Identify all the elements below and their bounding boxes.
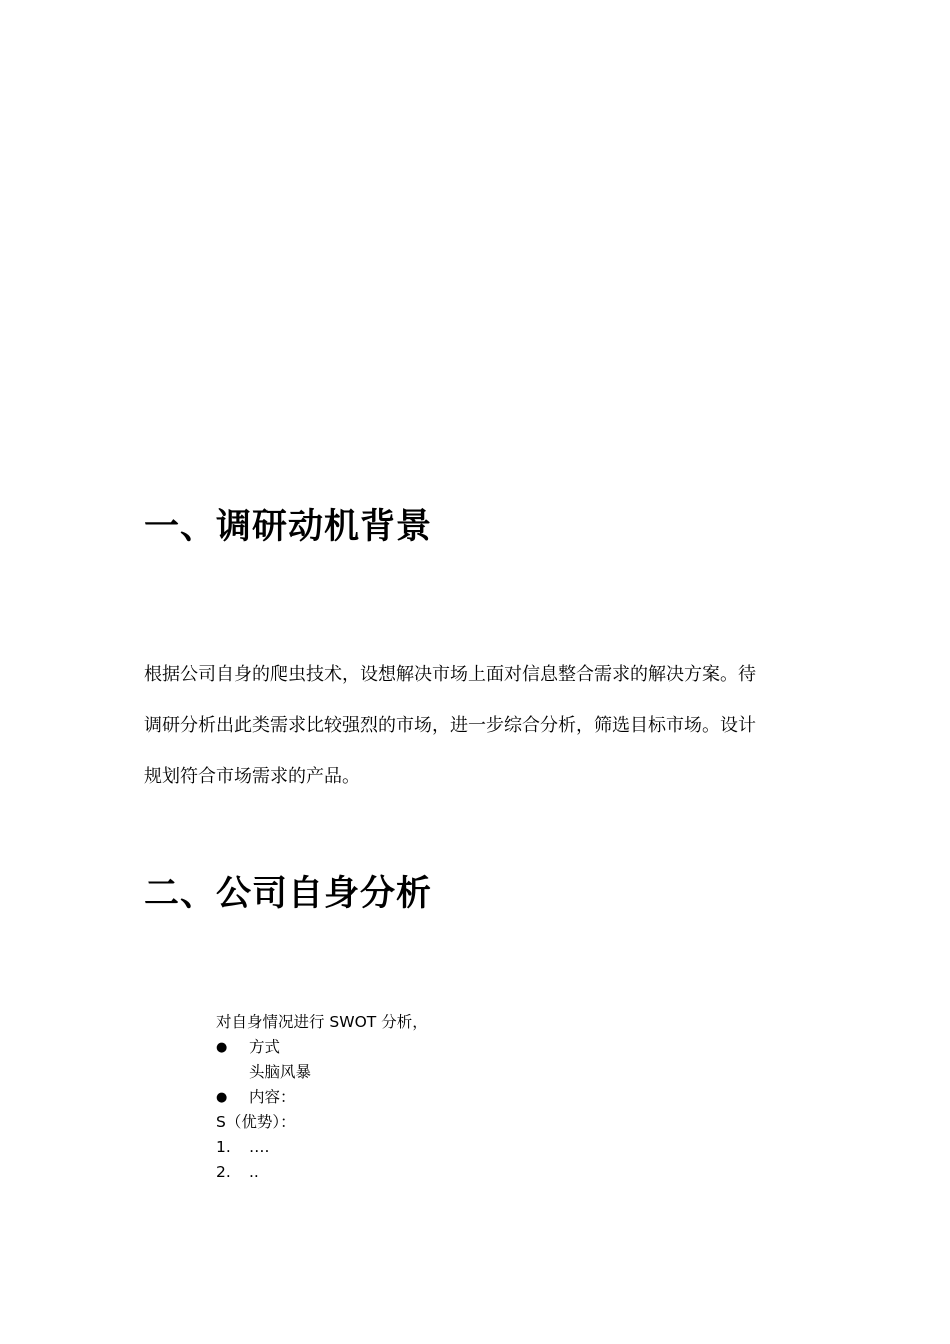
item-text: .. (249, 1163, 259, 1181)
research-motivation-paragraph (144, 649, 804, 802)
swot-section (216, 1010, 428, 1185)
section-heading-research-motivation: 一、调研动机背景 (144, 507, 433, 547)
list-item-label: 内容： (249, 1088, 296, 1106)
list-item-method (216, 1035, 428, 1060)
bullet-icon: ● (216, 1090, 228, 1105)
list-item-content (216, 1085, 428, 1110)
paragraph-line: 调研分析出此类需求比较强烈的市场，进一步综合分析，筛选目标市场。设计 (144, 715, 756, 736)
section-heading-company-analysis: 二、公司自身分析 (144, 874, 433, 914)
numbered-item (216, 1160, 428, 1185)
item-number: 2. (216, 1163, 231, 1181)
strengths-label: S（优势）： (216, 1113, 296, 1131)
numbered-item (216, 1135, 428, 1160)
swot-intro: 对自身情况进行 SWOT 分析， (216, 1013, 428, 1031)
item-text: …. (249, 1138, 270, 1156)
paragraph-line: 规划符合市场需求的产品。 (144, 766, 360, 787)
bullet-icon: ● (216, 1040, 228, 1055)
list-item-label: 方式 (249, 1038, 281, 1056)
method-detail: 头脑风暴 (249, 1063, 312, 1081)
item-number: 1. (216, 1138, 231, 1156)
paragraph-line: 根据公司自身的爬虫技术，设想解决市场上面对信息整合需求的解决方案。待 (144, 664, 756, 685)
